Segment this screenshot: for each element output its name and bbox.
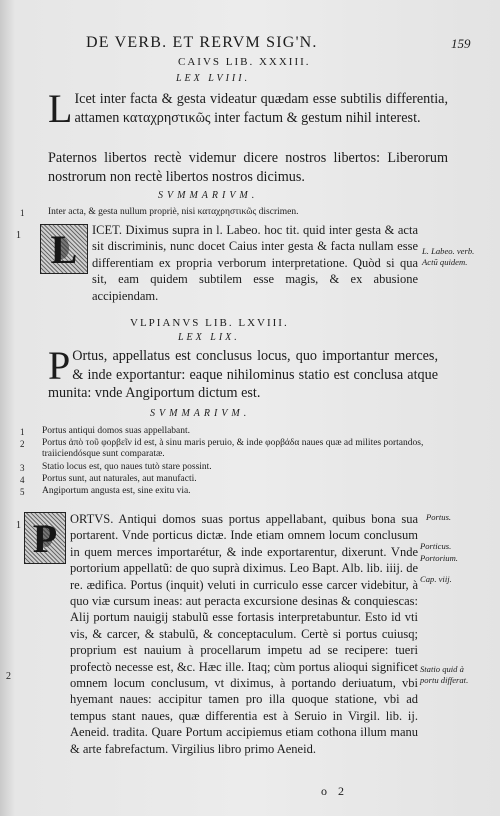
commentary-body: ICET. Diximus supra in l. Labeo. hoc tit. quid inter gesta & acta sit discriminis, nunc docet Caius inter gesta & facta nullam esse differentiam ex propria verborum interpretatione. Quòd si qua sit, eam quidem subtilem esse magis, & ex abusione accipiendam. bbox=[92, 223, 418, 303]
lex-text-body: Icet inter facta & gesta videatur quædam esse subtilis differentia, attamen καταχρηστικῶς inter factum & gestum nihil interest. bbox=[74, 91, 448, 126]
margin-note-portorium: Portorium. bbox=[420, 553, 458, 563]
margin-note-portus: Portus. bbox=[426, 512, 452, 522]
running-title: DE VERB. ET RERVM SIG'N. bbox=[86, 34, 318, 51]
lex-text bbox=[48, 86, 448, 131]
comm-number-2: 1 bbox=[16, 520, 21, 531]
lex-text-3-body: Ortus, appellatus est conclusus locus, quo importantur merces, & inde exportantur: eaque nihilominus statio est conclusa atque munita: vnde Angiportum dictum est. bbox=[48, 348, 438, 401]
summ-num: 5 bbox=[20, 487, 25, 497]
summarium-heading: SVMMARIVM. bbox=[158, 190, 259, 201]
margin-note-statio: Statio quid à portu differat. bbox=[420, 664, 469, 685]
summ-num: 3 bbox=[20, 463, 25, 473]
initial-letter: L bbox=[48, 86, 73, 131]
initial-letter: L bbox=[50, 226, 78, 272]
commentary-body-2: ORTVS. Antiqui domos suas portus appellabant, quibus bona sua portarent. Vnde porticus dictæ. Inde etiam omnem locum conclusum in quem merces importarétur, & inde exportarentur, dixerunt. Vnde portorium appellatũ: de quo suprà diximus. Leo Bapt. Alb. lib. iiij. de re. ædifica. Portus (inquit) veluti in curriculo esse carcer videbitur, à quo viæ cursum ineas: aut peracta excursione desinas & conquiescas: Alij portum nauigij stabulũ esse fortasis interpretabuntur. Esto id vti vis, & carcer, & stabulũ, & conceptaculum. Certè si portus cuiusq; proprium est nauium à procellarum impetu ad se recipere: tueri profectò necesse est, &c. Hæc ille. Itaq; cùm portus alioqui significet omnem locum conclusum, vt diximus, à portando deriuatum, vbi hyemant naues: accipitur tamen pro illa quoque statione, vbi ad tempus stant naues, quæ differentia est à Seruio in Virgil. lib. ij. Aeneid. tradita. Quare Portum accipiemus etiam cothona illum manu & arte fabrefactum. Virgilius libro primo Aeneid. bbox=[70, 512, 418, 756]
summ-item: Inter acta, & gesta nullum propriè, nisi καταχρηστικῶς discrimen. bbox=[48, 207, 299, 217]
summ-num: 1 bbox=[20, 208, 25, 218]
summ-num: 1 bbox=[20, 427, 25, 437]
summ-item: Portus ἀπὸ τοῦ φορβεῖν id est, à sinu maris peruio, & inde φορβάδα naues quæ ad milites portandos, traiiciendósque sunt comparatæ. bbox=[42, 438, 424, 459]
summ-num: 4 bbox=[20, 475, 25, 485]
author-heading-2: VLPIANVS LIB. LXVIII. bbox=[130, 317, 289, 329]
margin-note-cap: Cap. viij. bbox=[420, 574, 452, 584]
summ-item: Portus antiqui domos suas appellabant. bbox=[42, 426, 191, 436]
commentary-text bbox=[92, 222, 418, 304]
summ-item: Statio locus est, quo naues tutò stare possint. bbox=[42, 462, 212, 472]
lex-heading-2: LEX LIX. bbox=[178, 332, 240, 343]
summarium-heading-2: SVMMARIVM. bbox=[150, 408, 251, 419]
lex-text-2: Paternos libertos rectè videmur dicere nostros libertos: Liberorum nostrorum non rectè libertos nostros dicimus. bbox=[48, 150, 448, 185]
initial-letter-2: P bbox=[48, 343, 71, 388]
commentary-text-2 bbox=[70, 511, 418, 757]
page-number: 159 bbox=[451, 36, 471, 51]
summ-num: 2 bbox=[20, 439, 25, 449]
lex-heading: LEX LVIII. bbox=[176, 73, 251, 84]
initial-letter-2b: P bbox=[32, 515, 58, 561]
ornamental-initial bbox=[40, 224, 88, 274]
signature-mark: o 2 bbox=[321, 784, 348, 798]
margin-note: L. Labeo. verb. Actũ quidem. bbox=[422, 246, 475, 267]
summ-item: Angiportum angusta est, sine exitu via. bbox=[42, 486, 191, 496]
author-heading: CAIVS LIB. XXXIII. bbox=[178, 56, 311, 68]
lex-text-3 bbox=[48, 343, 438, 403]
summ-item: Portus sunt, aut naturales, aut manufacti. bbox=[42, 474, 197, 484]
side-number: 2 bbox=[6, 671, 11, 682]
comm-number: 1 bbox=[16, 230, 21, 241]
margin-note-porticus: Porticus. bbox=[420, 541, 452, 551]
ornamental-initial-2 bbox=[24, 512, 66, 564]
